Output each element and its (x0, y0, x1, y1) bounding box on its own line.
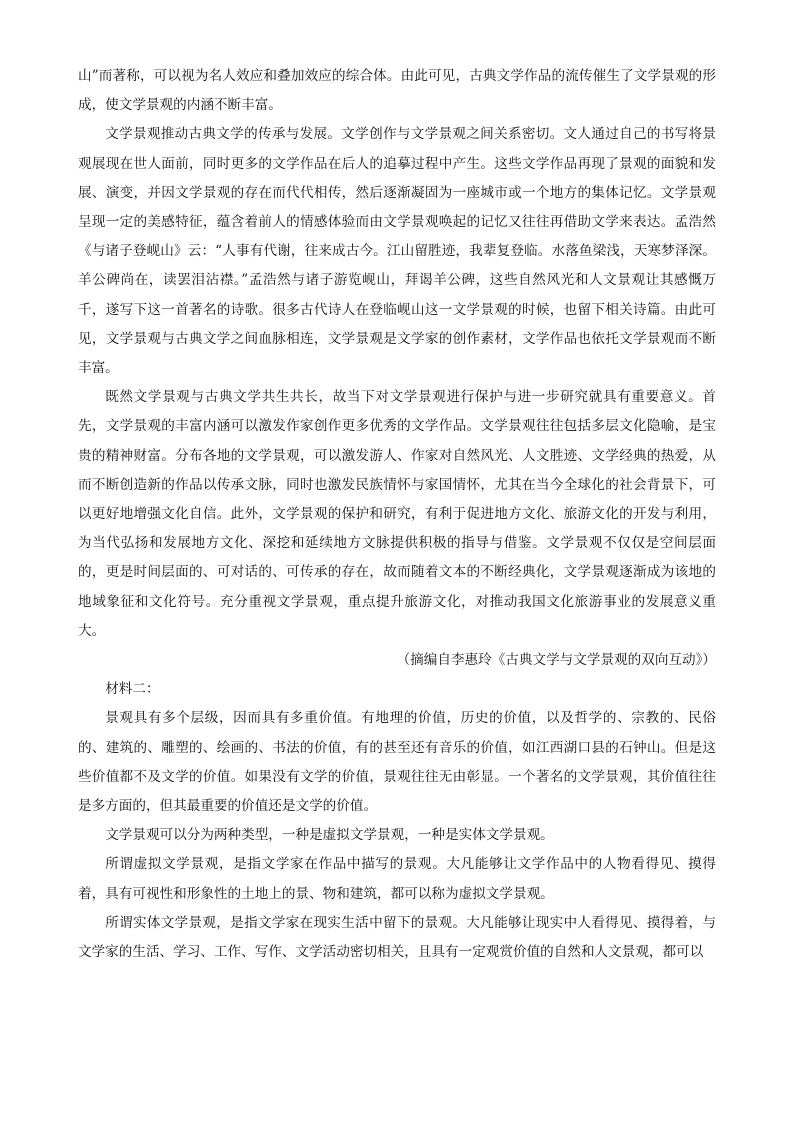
paragraph-continuation: 山”而著称，可以视为名人效应和叠加效应的综合体。由此可见，古典文学作品的流传催生了文学景观的形成，使文学景观的内涵不断丰富。 (78, 68, 716, 114)
paragraph-landscape-promotes-literature: 文学景观推动古典文学的传承与发展。文学创作与文学景观之间关系密切。文人通过自己的书写将景观展现在世人面前，同时更多的文学作品在后人的追摹过程中产生。这些文学作品再现了景观的面貌和发展、演变，并因文学景观的存在而代代相传，然后逐渐凝固为一座城市或一个地方的集体记忆。文学景观呈现一定的美感特征，蕴含着前人的情感体验而由文学景观唤起的记忆又往往再借助文学来表达。孟浩然《与诸子登岘山》云：“人事有代谢，往来成古今。江山留胜迹，我辈复登临。水落鱼梁浅，天寒梦泽深。羊公碑尚在，读罢泪沾襟。”孟浩然与诸子游览岘山，拜谒羊公碑，这些自然风光和人文景观让其感慨万千，遂写下这一首著名的诗歌。很多古代诗人在登临岘山这一文学景观的时候，也留下相关诗篇。由此可见，文学景观与古典文学之间血脉相连，文学景观是文学家的创作素材，文学作品也依托文学景观而不断丰富。 (78, 126, 716, 377)
paragraph-virtual-landscape: 所谓虚拟文学景观，是指文学家在作品中描写的景观。大凡能够让文学作品中的人物看得见、摸得着，具有可视性和形象性的土地上的景、物和建筑，都可以称为虚拟文学景观。 (78, 856, 716, 902)
paragraph-landscape-types: 文学景观可以分为两种类型，一种是虚拟文学景观，一种是实体文学景观。 (105, 827, 554, 844)
paragraph-physical-landscape: 所谓实体文学景观，是指文学家在现实生活中留下的景观。大凡能够让现实中人看得见、摸得着，与文学家的生活、学习、工作、写作、文学活动密切相关，且具有一定观赏价值的自然和人文景观，都可以 (78, 914, 716, 961)
paragraph-protection-significance: 既然文学景观与古典文学共生共长，故当下对文学景观进行保护与进一步研究就具有重要意义。首先，文学景观的丰富内涵可以激发作家创作更多优秀的文学作品。文学景观往往包括多层文化隐喻，是宝贵的精神财富。分布各地的文学景观，可以激发游人、作家对自然风光、人文胜迹、文学经典的热爱，从而不断创造新的作品以传承文脉，同时也激发民族情怀与家国情怀，尤其在当今全球化的社会背景下，可以更好地增强文化自信。此外，文学景观的保护和研究，有利于促进地方文化、旅游文化的开发与利用，为当代弘扬和发展地方文化、深挖和延续地方文脉提供积极的指导与借鉴。文学景观不仅仅是空间层面的，更是时间层面的、可对话的、可传承的存在，故而随着文本的不断经典化，文学景观逐渐成为该地的地域象征和文化符号。充分重视文学景观，重点提升旅游文化，对推动我国文化旅游事业的发展意义重大。 (78, 389, 716, 639)
material-two-label: 材料二： (105, 681, 160, 698)
source-citation: （摘编自李惠玲《古典文学与文学景观的双向互动》） (396, 652, 716, 669)
document-page (78, 62, 716, 967)
paragraph-landscape-values: 景观具有多个层级，因而具有多重价值。有地理的价值，历史的价值，以及哲学的、宗教的、民俗的、建筑的、雕塑的、绘画的、书法的价值，有的甚至还有音乐的价值，如江西湖口县的石钟山。但是这些价值都不及文学的价值。如果没有文学的价值，景观往往无由彰显。一个著名的文学景观，其价值往往是多方面的，但其最重要的价值还是文学的价值。 (78, 710, 716, 815)
